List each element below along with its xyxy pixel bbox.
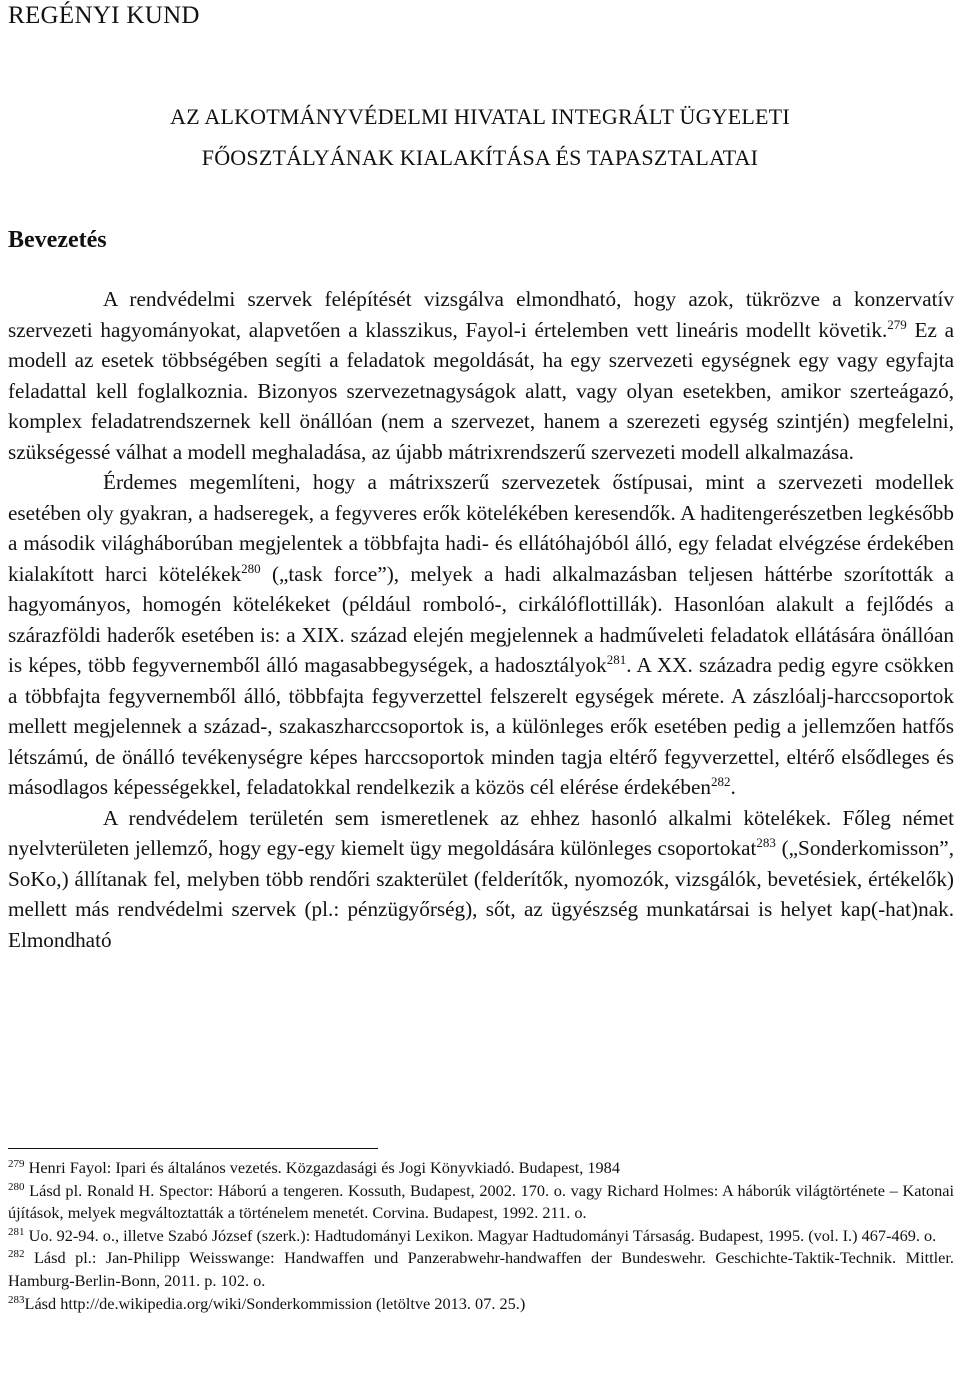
paragraph-2 xyxy=(8,467,954,803)
footnote-ref-282[interactable]: 282 xyxy=(710,774,731,789)
paragraph-3 xyxy=(8,803,954,956)
footnote-280 xyxy=(8,1180,954,1225)
paragraph-1 xyxy=(8,284,954,467)
paragraph-1-text-b: Ez a modell az esetek többségében segíti a feladatok megoldását, ha egy szervezeti egységnek egy vagy egyfajta feladattal kell foglalkoznia. Bizonyos szervezetnagyságok alatt, vagy olyan esetekben, amikor szerteágazó, komplex feladatrendszernek kell önállóan (nem a szervezet, hanem a szerezeti egység szintjén) megfelelni, szükségessé válhat a modell meghaladása, az újabb mátrixrendszerű szervezeti modell alkalmazása. xyxy=(8,317,954,464)
footnote-ref-281[interactable]: 281 xyxy=(606,652,627,667)
paragraph-1-text-a: A rendvédelmi szervek felépítését vizsgálva elmondható, hogy azok, tükrözve a konzervatív szervezeti hagyományokat, alapvetően a klasszikus, Fayol-i értelemben vett lineáris modellt követik. xyxy=(8,287,954,342)
footnote-number: 281 xyxy=(8,1225,25,1238)
body-text xyxy=(8,284,954,955)
footnote-text: Lásd pl. Ronald H. Spector: Háború a tengeren. Kossuth, Budapest, 2002. 170. o. vagy Richard Holmes: A háborúk világtörténete – Katonai újítások, melyek megváltoztatták a történelem menetét. Corvina. Budapest, 1992. 211. o. xyxy=(8,1180,954,1223)
paragraph-3-text-a: A rendvédelem területén sem ismeretlenek az ehhez hasonló alkalmi kötelékek. Főleg német nyelvterületen jellemző, hogy egy-egy kiemelt ügy megoldására különleges csoportokat xyxy=(8,805,954,860)
footnote-text: Lásd http://de.wikipedia.org/wiki/Sonderkommission (letöltve 2013. 07. 25.) xyxy=(24,1293,526,1313)
footnote-ref-283[interactable]: 283 xyxy=(756,835,776,850)
footnote-ref-279[interactable]: 279 xyxy=(887,316,907,332)
footnote-279 xyxy=(8,1157,954,1180)
paragraph-2-text-a: Érdemes megemlíteni, hogy a mátrixszerű szervezetek őstípusai, mint a szervezeti modellek esetében oly gyakran, a hadseregek, a fegyveres erők kötelékében keresendők. A haditengerészetben legkésőbb a második világháborúban megjelentek a többfajta hadi- és ellátóhajóból álló, egy feladat elvégzése érdekében kialakított harci kötelékek xyxy=(8,470,954,586)
footnote-number: 283 xyxy=(8,1293,25,1306)
footnote-number: 280 xyxy=(8,1180,25,1193)
article-title xyxy=(0,96,960,178)
paragraph-3-text-b: („Sonderkomisson”, SoKo,) állítanak fel, melyben több rendőri szakterület (felderítők, nyomozók, vizsgálók, bevetésiek, értékelők) mellett más rendvédelmi szervek (pl.: pénzügyőrség), sőt, az ügyészség munkatársai is helyet kap(-hat)nak. Elmondható xyxy=(8,836,955,952)
section-heading: Bevezetés xyxy=(8,227,107,253)
footnote-number: 282 xyxy=(8,1248,25,1261)
footnote-ref-280[interactable]: 280 xyxy=(241,560,261,576)
footnote-282 xyxy=(8,1247,954,1292)
article-title-line-1: AZ ALKOTMÁNYVÉDELMI HIVATAL INTEGRÁLT ÜGYELETI xyxy=(170,104,790,129)
article-title-line-2: FŐOSZTÁLYÁNAK KIALAKÍTÁSA ÉS TAPASZTALATAI xyxy=(201,145,759,170)
paragraph-2-text-d: . xyxy=(730,775,736,799)
footnote-281 xyxy=(8,1225,954,1248)
footnote-separator xyxy=(8,1148,378,1149)
footnote-text: Henri Fayol: Ipari és általános vezetés. Közgazdasági és Jogi Könyvkiadó. Budapest, 1984 xyxy=(24,1158,620,1177)
paragraph-2-text-c: . A XX. századra pedig egyre csökken a többfajta fegyvernemből álló, többfajta fegyverzettel felszerelt egységek mérete. A zászlóalj-harccsoportok mellett megjelennek a század-, szakaszharccsoportok is, a különleges erők esetében pedig a jellemzően hatfős létszámú, de önálló tevékenységre képes harccsoportok minden tagja eltérő fegyverzettel, eltérő elsődleges és másodlagos képességekkel, feladatokkal rendelkezik a közös cél elérése érdekében xyxy=(8,653,954,799)
paragraph-2-text-b: („task force”), melyek a hadi alkalmazásban teljesen háttérbe szorították a hagyományos, homogén kötelékeket (például romboló-, cirkálóflottillák). Hasonlóan alakult a fejlődés a szárazföldi haderők esetében is: a XIX. század elején megjelennek a hadműveleti feladatok ellátására önállóan is képes, több fegyvernemből álló magasabbegységek, a hadosztályok xyxy=(8,561,954,677)
footnote-number: 279 xyxy=(8,1158,25,1170)
footnote-283 xyxy=(8,1293,954,1316)
running-header-author: REGÉNYI KUND xyxy=(8,2,200,29)
footnote-text: Uo. 92-94. o., illetve Szabó József (szerk.): Hadtudományi Lexikon. Magyar Hadtudományi Társaság. Budapest, 1995. (vol. I.) 467-469. o. xyxy=(24,1225,937,1245)
footnote-text: Lásd pl.: Jan-Philipp Weisswange: Handwaffen und Panzerabwehr-handwaffen der Bundeswehr. Geschichte-Taktik-Technik. Mittler. Hamburg-Berlin-Bonn, 2011. p. 102. o. xyxy=(8,1248,954,1290)
footnotes xyxy=(8,1157,954,1315)
